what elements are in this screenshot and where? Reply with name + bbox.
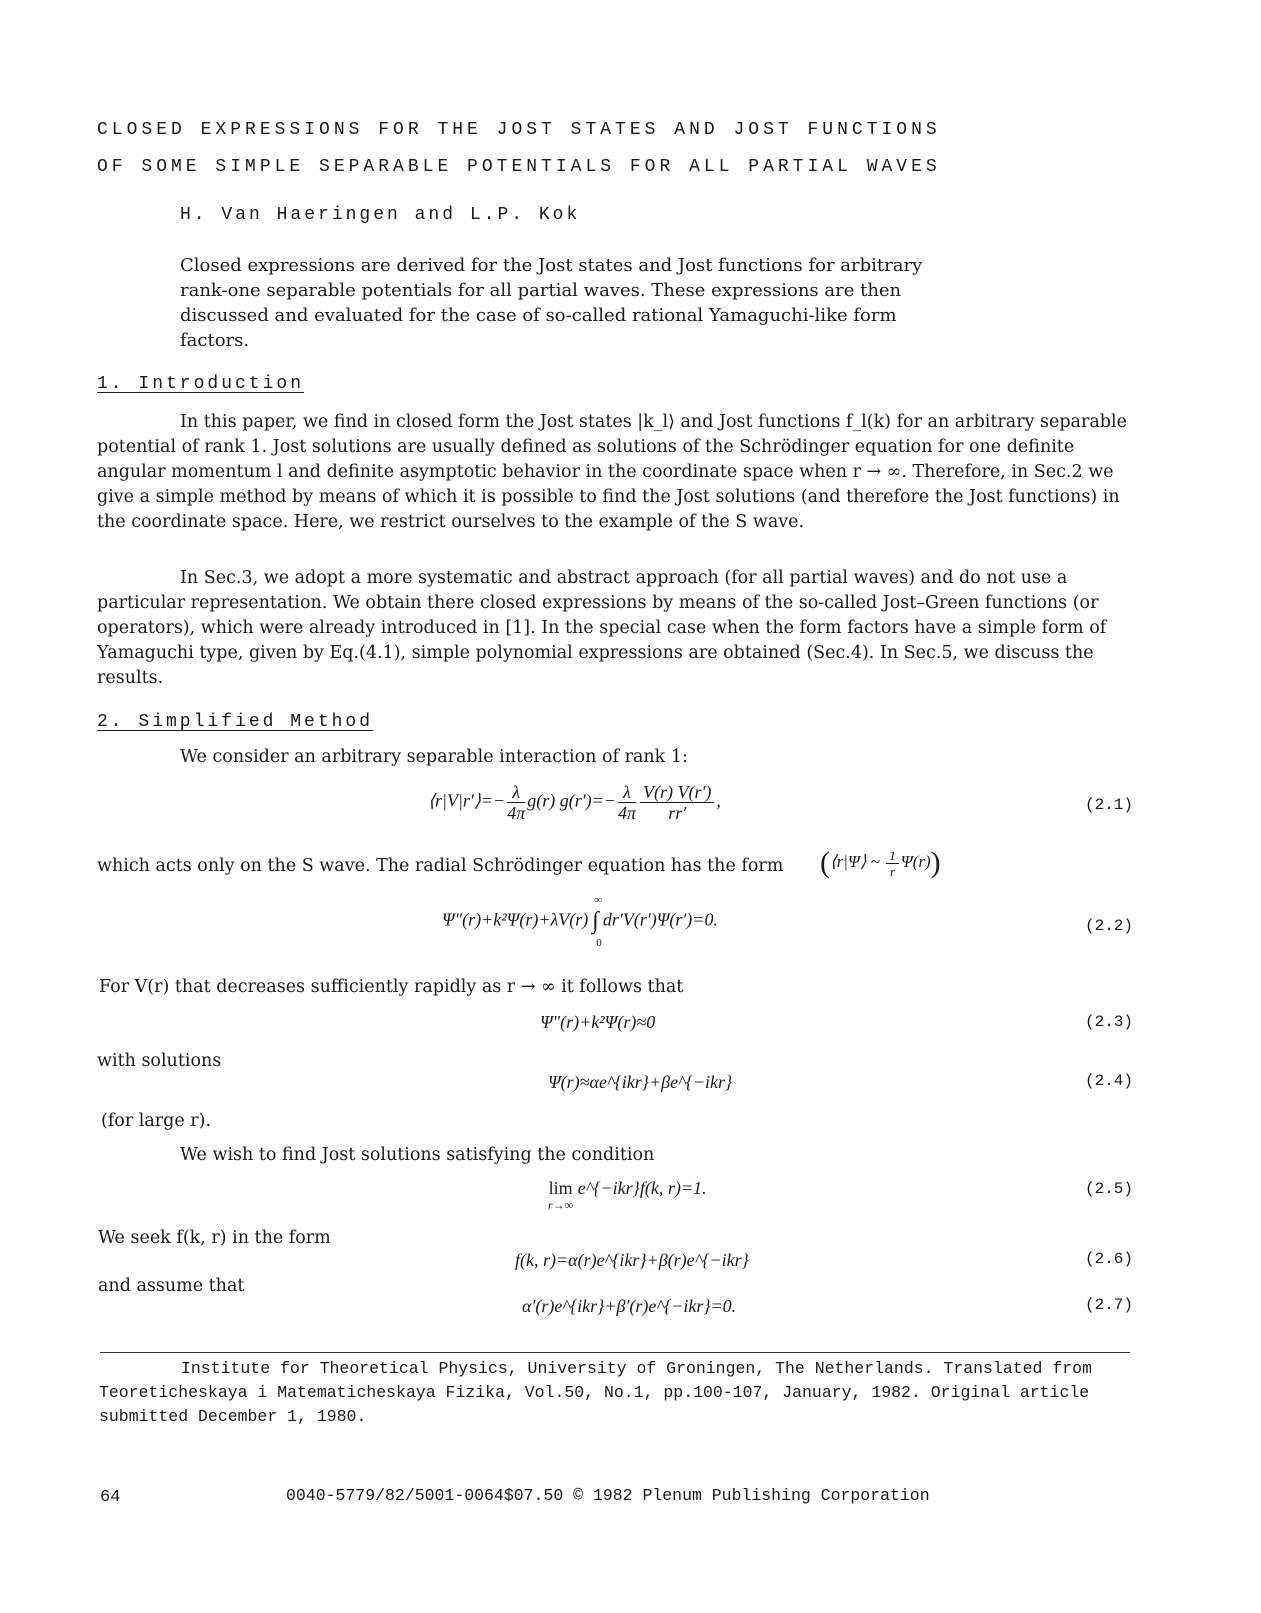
eq25-lim-sub: r→∞ [548, 1198, 574, 1212]
assume-text: and assume that [98, 1276, 245, 1296]
eq21-frac-1-num: λ [507, 782, 525, 803]
eq22-rhs: dr′V(r′)Ψ(r′)=0. [602, 909, 718, 930]
inline-psi-formula: (⟨r|Ψ⟩ ~ $\frac{1}{r}$ Ψ(r)) [820, 846, 941, 879]
with-solutions-text: with solutions [97, 1051, 222, 1071]
for-large-r-text: (for large r). [101, 1111, 212, 1131]
title-line-2: OF SOME SIMPLE SEPARABLE POTENTIALS FOR ALL PARTIAL WAVES [97, 157, 941, 177]
inline-frac [886, 848, 899, 879]
for-v-text: For V(r) that decreases sufficiently rapidly as r → ∞ it follows that [99, 977, 684, 997]
eq25-limit [548, 1178, 573, 1211]
section-2-intro: We consider an arbitrary separable interaction of rank 1: [180, 747, 688, 767]
eq25-body: e^{−ikr}f(k, r)=1. [577, 1178, 707, 1198]
eq21-frac-1-den: 4π [507, 803, 526, 823]
equation-number-2-4: (2.4) [1085, 1072, 1134, 1090]
eq21-frac-2-den: 4π [617, 803, 636, 823]
eq21-end: , [716, 790, 721, 811]
eq22-int-upper: ∞ [594, 894, 603, 906]
copyright-line: 0040-5779/82/5001-0064$07.50 © 1982 Plenum Publishing Corporation [286, 1486, 930, 1505]
eq21-mid: g(r) g(r′)=− [527, 790, 616, 811]
eq22-int-lower: 0 [596, 937, 602, 949]
wish-text: We wish to find Jost solutions satisfying the condition [180, 1145, 655, 1165]
eq21-frac-1 [507, 782, 525, 823]
title-line-1: CLOSED EXPRESSIONS FOR THE JOST STATES AND JOST FUNCTIONS [97, 120, 941, 140]
eq22-lhs: Ψ″(r)+k²Ψ(r)+λV(r) [442, 909, 589, 930]
abstract: Closed expressions are derived for the Jost states and Jost functions for arbitrary rank-one separable potentials for all partial waves. These expressions are then discussed and evaluated for the case of so-called rational Yamaguchi-like form factors. [180, 255, 923, 351]
eq21-frac-3-num: V(r) V(r′) [640, 782, 714, 803]
equation-2-7: α′(r)e^{ikr}+β′(r)e^{−ikr}=0. [522, 1296, 737, 1316]
equation-number-2-3: (2.3) [1085, 1013, 1134, 1031]
section-1-paragraph-2: In Sec.3, we adopt a more systematic and abstract approach (for all partial waves) and do not use a particular representation. We obtain there closed expressions by means of the so-called Jost–Green functions (or operators), which were already introduced in [1]. In the special case when the form factors have a simple form of Yamaguchi type, given by Eq.(4.1), simple polynomial expressions are obtained (Sec.4). In Sec.5, we discuss the results. [97, 568, 1107, 688]
equation-2-2 [442, 894, 718, 949]
section-1-heading: 1. Introduction [97, 374, 305, 394]
inline-frac-den: r [889, 863, 895, 879]
integral-sign-icon: ∫ ∞ 0 [592, 894, 603, 949]
eq21-lhs: ⟨r|V|r′⟩=− [428, 790, 506, 811]
inline-frac-num: 1 [886, 848, 899, 864]
eq21-frac-2-num: λ [618, 782, 636, 803]
footnote: Institute for Theoretical Physics, University of Groningen, The Netherlands. Translated from Teoreticheskaya i Matematicheskaya Fizika, Vol.50, No.1, pp.100-107, January, 1982. Original article submitted December 1, 1980. [99, 1359, 1092, 1426]
equation-2-3: Ψ″(r)+k²Ψ(r)≈0 [540, 1012, 656, 1032]
equation-2-4: Ψ(r)≈αe^{ikr}+βe^{−ikr} [548, 1072, 733, 1092]
s-wave-text: which acts only on the S wave. The radial Schrödinger equation has the form [97, 856, 784, 876]
equation-2-6: f(k, r)=α(r)e^{ikr}+β(r)e^{−ikr} [515, 1250, 749, 1270]
seek-text: We seek f(k, r) in the form [98, 1228, 331, 1248]
equation-2-1 [428, 782, 721, 823]
inline-psi-lhs: ⟨r|Ψ⟩ ~ [830, 851, 885, 871]
section-1-paragraph-1: In this paper, we find in closed form the Jost states |k_l⟩ and Jost functions f_l(k) for an arbitrary separable potential of rank 1. Jost solutions are usually defined as solutions of the Schrödinger equation for one definite angular momentum l and definite asymptotic behavior in the coordinate space when r → ∞. Therefore, in Sec.2 we give a simple method by means of which it is possible to find the Jost solutions (and therefore the Jost functions) in the coordinate space. Here, we restrict ourselves to the example of the S wave. [97, 412, 1127, 532]
authors: H. Van Haeringen and L.P. Kok [180, 205, 581, 225]
equation-number-2-6: (2.6) [1085, 1250, 1134, 1268]
equation-2-5 [548, 1178, 707, 1211]
eq25-lim-word: lim [548, 1178, 573, 1198]
page-number: 64 [100, 1488, 121, 1507]
eq21-frac-3 [640, 782, 714, 823]
footnote-rule [100, 1352, 1130, 1353]
eq21-frac-2 [618, 782, 636, 823]
equation-number-2-7: (2.7) [1085, 1296, 1134, 1314]
equation-number-2-5: (2.5) [1085, 1180, 1134, 1198]
section-2-heading: 2. Simplified Method [97, 712, 374, 732]
eq21-frac-3-den: rr′ [668, 803, 687, 823]
equation-number-2-1: (2.1) [1085, 796, 1134, 814]
equation-number-2-2: (2.2) [1085, 917, 1134, 935]
inline-psi-rhs: Ψ(r) [900, 851, 931, 871]
